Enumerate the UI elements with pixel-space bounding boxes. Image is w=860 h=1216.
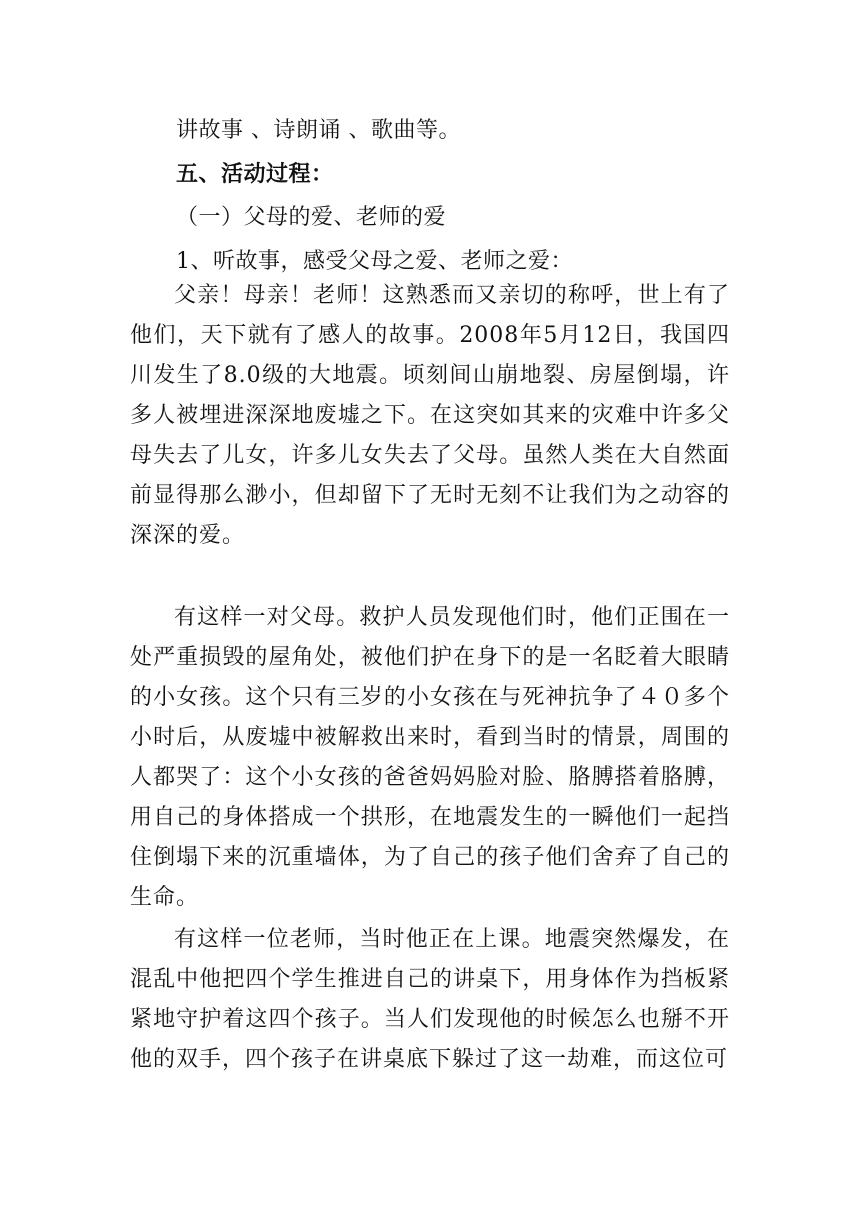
paragraph-earthquake-intro: 父亲！母亲！老师！这熟悉而又亲切的称呼，世上有了他们，天下就有了感人的故事。2008年5月12日，我国四川发生了8.0级的大地震。顷刻间山崩地裂、房屋倒塌，许多人被埋进深深地废墟之下。在这突如其来的灾难中许多父母失去了儿女，许多儿女失去了父母。虽然人类在大自然面前显得那么渺小，但却留下了无时无刻不让我们为之动容的深深的爱。 (130, 283, 730, 548)
intro-line: 讲故事 、诗朗诵 、歌曲等。 (176, 118, 461, 143)
list-item-heading: 1、听故事，感受父母之爱、老师之爱： (176, 249, 573, 274)
section-heading: 五、活动过程： (176, 161, 334, 187)
paragraph-teacher-story: 有这样一位老师，当时他正在上课。地震突然爆发，在混乱中他把四个学生推进自己的讲桌下，用身体作为挡板紧紧地守护着这四个孩子。当人们发现他的时候怎么也掰不开他的双手，四个孩子在讲桌底下躲过了这一劫难，而这位可 (130, 927, 730, 1072)
paragraph-parents-story: 有这样一对父母。救护人员发现他们时，他们正围在一处严重损毁的屋角处，被他们护在身下的是一名眨着大眼睛的小女孩。这个只有三岁的小女孩在与死神抗争了４０多个小时后，从废墟中被解救出来时，看到当时的情景，周围的人都哭了：这个小女孩的爸爸妈妈脸对脸、胳膊搭着胳膊，用自己的身体搭成一个拱形，在地震发生的一瞬他们一起挡住倒塌下来的沉重墙体，为了自己的孩子他们舍弃了自己的生命。 (130, 605, 730, 910)
subsection-heading: （一）父母的爱、老师的爱 (176, 205, 447, 230)
